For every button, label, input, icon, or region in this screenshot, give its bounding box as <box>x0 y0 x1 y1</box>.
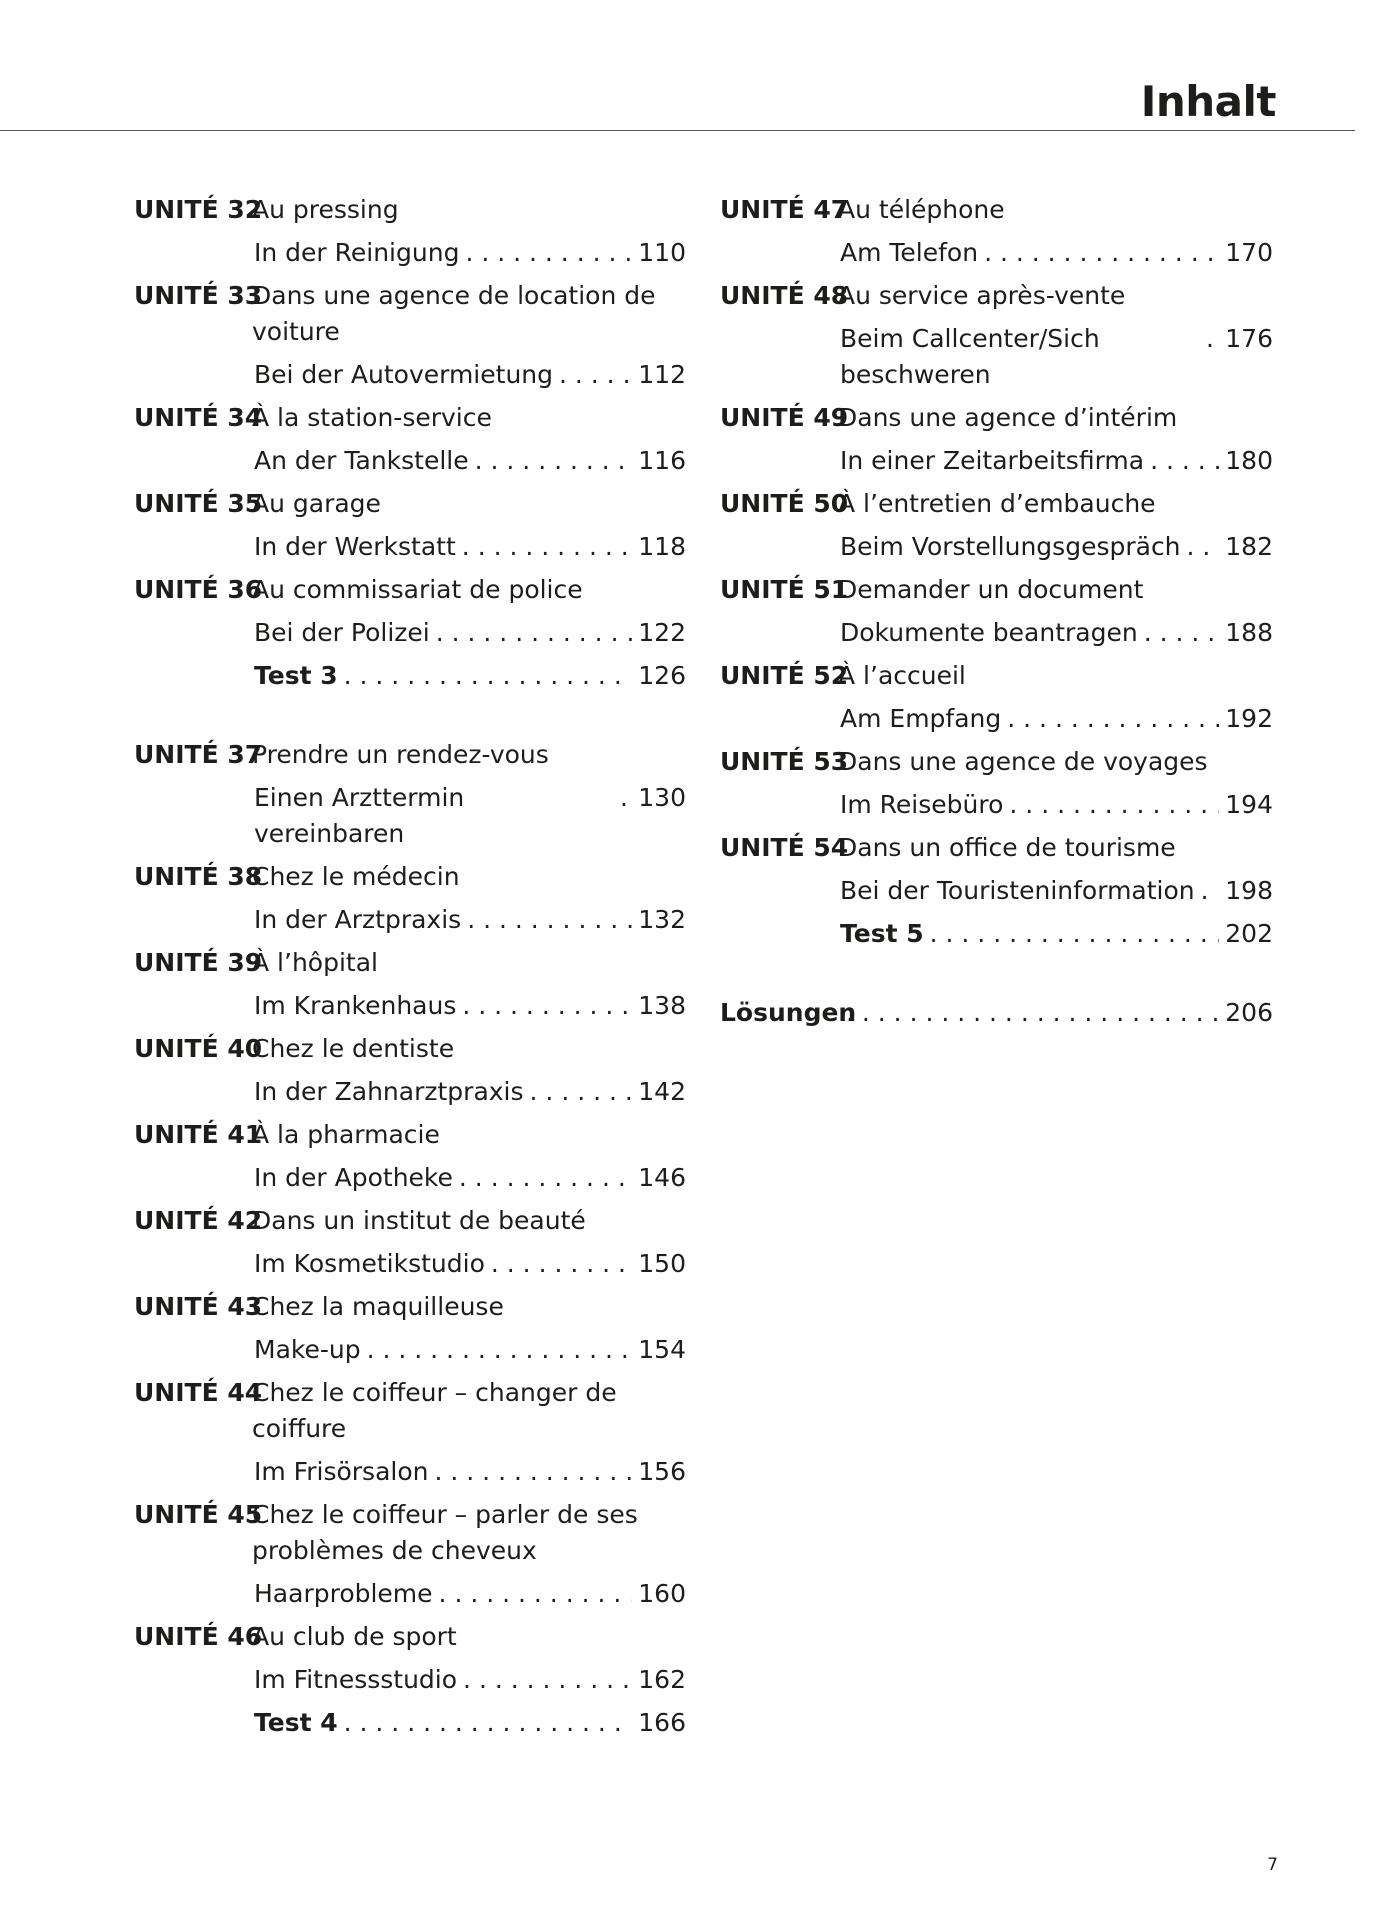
entry-page-number: 188 <box>1225 618 1273 647</box>
unit-title: Dans une agence de location de voiture <box>252 281 656 346</box>
page-number: 7 <box>1267 1855 1278 1875</box>
entry-title: Test 3 <box>254 661 338 690</box>
unit-title: Chez le dentiste <box>252 1034 455 1063</box>
toc-unit-heading <box>134 486 686 522</box>
unit-title: Dans un institut de beauté <box>252 1206 586 1235</box>
entry-page-number: 112 <box>638 360 686 389</box>
toc-unit-heading <box>720 572 1273 608</box>
unit-number: UNITÉ 40 <box>134 1034 263 1063</box>
toc-entry[interactable] <box>254 988 686 1024</box>
leader-dots <box>1206 321 1219 357</box>
unit-number: UNITÉ 33 <box>134 281 263 310</box>
toc-entry[interactable] <box>254 235 686 271</box>
leader-dots <box>463 1662 632 1698</box>
unit-number: UNITÉ 42 <box>134 1206 263 1235</box>
leader-dots <box>559 357 632 393</box>
unit-title: À l’entretien d’embauche <box>838 489 1156 518</box>
toc-unit-heading <box>134 1375 686 1447</box>
unit-number: UNITÉ 50 <box>720 489 849 518</box>
entry-page-number: 138 <box>638 991 686 1020</box>
entry-page-number: 122 <box>638 618 686 647</box>
entry-page-number: 116 <box>638 446 686 475</box>
toc-entry[interactable] <box>254 615 686 651</box>
leader-dots <box>475 443 633 479</box>
unit-number: UNITÉ 49 <box>720 403 849 432</box>
toc-unit-heading <box>134 278 686 350</box>
entry-title: Test 5 <box>840 919 924 948</box>
entry-title: Einen Arzttermin vereinbaren <box>254 783 465 848</box>
entry-title: Dokumente beantragen <box>840 618 1138 647</box>
leader-dots <box>367 1332 633 1368</box>
entry-page-number: 176 <box>1225 324 1273 353</box>
unit-number: UNITÉ 48 <box>720 281 849 310</box>
entry-title: Am Empfang <box>840 704 1002 733</box>
toc-entry[interactable] <box>840 701 1273 737</box>
entry-title: Bei der Polizei <box>254 618 430 647</box>
toc-unit-heading <box>720 192 1273 228</box>
toc-unit-heading <box>720 830 1273 866</box>
toc-unit-heading <box>134 859 686 895</box>
toc-unit-heading <box>134 1619 686 1655</box>
unit-number: UNITÉ 45 <box>134 1500 263 1529</box>
entry-page-number: 110 <box>638 238 686 267</box>
unit-number: UNITÉ 38 <box>134 862 263 891</box>
toc-right-column <box>720 192 1273 1031</box>
entry-title: Im Krankenhaus <box>254 991 457 1020</box>
entry-title: Bei der Autovermietung <box>254 360 553 389</box>
toc-entry[interactable] <box>840 529 1273 565</box>
toc-unit-heading <box>134 400 686 436</box>
unit-title: Au service après-vente <box>838 281 1126 310</box>
toc-unit-heading <box>134 1117 686 1153</box>
unit-title: Au pressing <box>252 195 399 224</box>
leader-dots <box>491 1246 632 1282</box>
leader-dots <box>1009 787 1219 823</box>
toc-left-column <box>134 192 686 1741</box>
unit-number: UNITÉ 51 <box>720 575 849 604</box>
unit-title: Au club de sport <box>252 1622 457 1651</box>
toc-unit-heading <box>134 192 686 228</box>
unit-number: UNITÉ 41 <box>134 1120 263 1149</box>
toc-entry[interactable] <box>254 658 686 694</box>
entry-title: An der Tankstelle <box>254 446 469 475</box>
toc-entry[interactable] <box>254 1576 686 1612</box>
solutions-label: Lösungen <box>720 998 857 1027</box>
toc-solutions-entry[interactable] <box>720 995 1273 1031</box>
toc-entry[interactable] <box>254 1662 686 1698</box>
solutions-page: 206 <box>1225 998 1273 1027</box>
unit-number: UNITÉ 52 <box>720 661 849 690</box>
toc-entry[interactable] <box>840 321 1273 393</box>
toc-entry[interactable] <box>840 873 1273 909</box>
toc-entry[interactable] <box>254 1074 686 1110</box>
entry-page-number: 118 <box>638 532 686 561</box>
toc-unit-heading <box>134 1031 686 1067</box>
entry-title: In der Zahnarztpraxis <box>254 1077 524 1106</box>
toc-entry[interactable] <box>254 1332 686 1368</box>
toc-entry[interactable] <box>254 1246 686 1282</box>
entry-page-number: 160 <box>638 1579 686 1608</box>
unit-number: UNITÉ 39 <box>134 948 263 977</box>
leader-dots <box>1150 443 1219 479</box>
toc-entry[interactable] <box>254 443 686 479</box>
unit-title: Au garage <box>252 489 381 518</box>
unit-title: Au commissariat de police <box>252 575 583 604</box>
unit-number: UNITÉ 47 <box>720 195 849 224</box>
toc-unit-heading <box>720 658 1273 694</box>
entry-page-number: 166 <box>638 1708 686 1737</box>
toc-unit-heading <box>720 278 1273 314</box>
toc-entry[interactable] <box>254 357 686 393</box>
unit-number: UNITÉ 43 <box>134 1292 263 1321</box>
toc-entry[interactable] <box>254 1454 686 1490</box>
leader-dots <box>439 1576 633 1612</box>
toc-entry[interactable] <box>840 443 1273 479</box>
unit-title: Demander un document <box>838 575 1144 604</box>
leader-dots <box>436 615 633 651</box>
leader-dots <box>459 1160 632 1196</box>
toc-entry[interactable] <box>840 615 1273 651</box>
unit-title: À l’hôpital <box>252 948 378 977</box>
toc-unit-heading <box>134 1203 686 1239</box>
leader-dots <box>984 235 1219 271</box>
entry-page-number: 126 <box>638 661 686 690</box>
leader-dots <box>465 235 632 271</box>
unit-number: UNITÉ 44 <box>134 1378 263 1407</box>
unit-title: Chez le coiffeur – changer de coiffure <box>252 1378 617 1443</box>
entry-page-number: 192 <box>1225 704 1273 733</box>
toc-unit-heading <box>134 1289 686 1325</box>
unit-title: À l’accueil <box>838 661 966 690</box>
leader-dots <box>344 1705 633 1741</box>
toc-unit-heading <box>720 744 1273 780</box>
entry-page-number: 170 <box>1225 238 1273 267</box>
entry-page-number: 156 <box>638 1457 686 1486</box>
entry-title: Im Fitnessstudio <box>254 1665 458 1694</box>
toc-unit-heading <box>134 1497 686 1569</box>
leader-dots <box>467 902 632 938</box>
unit-number: UNITÉ 46 <box>134 1622 263 1651</box>
page-title: Inhalt <box>1140 77 1276 126</box>
leader-dots <box>530 1074 633 1110</box>
unit-number: UNITÉ 35 <box>134 489 263 518</box>
toc-unit-heading <box>720 400 1273 436</box>
unit-title: Dans un office de tourisme <box>838 833 1176 862</box>
entry-title: Make-up <box>254 1335 361 1364</box>
entry-title: Bei der Touristeninformation <box>840 876 1195 905</box>
leader-dots <box>846 995 1219 1031</box>
toc-entry[interactable] <box>254 1705 686 1741</box>
unit-number: UNITÉ 54 <box>720 833 849 862</box>
toc-entry[interactable] <box>254 529 686 565</box>
entry-title: Im Reisebüro <box>840 790 1004 819</box>
leader-dots <box>930 916 1220 952</box>
toc-unit-heading <box>720 486 1273 522</box>
unit-title: Dans une agence de voyages <box>838 747 1208 776</box>
unit-title: Chez le coiffeur – parler de ses problèmes de cheveux <box>252 1500 638 1565</box>
entry-title: In einer Zeitarbeitsfirma <box>840 446 1145 475</box>
entry-page-number: 202 <box>1225 919 1273 948</box>
toc-entry[interactable] <box>840 235 1273 271</box>
unit-title: Chez le médecin <box>252 862 460 891</box>
toc-entry[interactable] <box>840 916 1273 952</box>
entry-page-number: 180 <box>1225 446 1273 475</box>
entry-page-number: 132 <box>638 905 686 934</box>
entry-title: In der Reinigung <box>254 238 460 267</box>
entry-page-number: 194 <box>1225 790 1273 819</box>
entry-page-number: 182 <box>1225 532 1273 561</box>
unit-number: UNITÉ 36 <box>134 575 263 604</box>
unit-number: UNITÉ 53 <box>720 747 849 776</box>
entry-page-number: 154 <box>638 1335 686 1364</box>
unit-title: Dans une agence d’intérim <box>838 403 1178 432</box>
toc-unit-heading <box>134 737 686 773</box>
toc-entry[interactable] <box>254 780 686 852</box>
entry-page-number: 146 <box>638 1163 686 1192</box>
entry-page-number: 162 <box>638 1665 686 1694</box>
entry-title: In der Arztpraxis <box>254 905 462 934</box>
entry-page-number: 130 <box>638 783 686 812</box>
toc-unit-heading <box>134 572 686 608</box>
unit-number: UNITÉ 37 <box>134 740 263 769</box>
leader-dots <box>620 780 632 816</box>
toc-right-units <box>720 192 1273 952</box>
entry-title: Beim Vorstellungsgespräch <box>840 532 1181 561</box>
unit-title: À la pharmacie <box>252 1120 440 1149</box>
unit-title: Chez la maquilleuse <box>252 1292 504 1321</box>
entry-title: Haarprobleme <box>254 1579 433 1608</box>
entry-page-number: 198 <box>1225 876 1273 905</box>
leader-dots <box>462 529 632 565</box>
entry-title: Beim Callcenter/Sich beschweren <box>840 324 1100 389</box>
toc-entry[interactable] <box>254 902 686 938</box>
entry-title: Test 4 <box>254 1708 338 1737</box>
leader-dots <box>435 1454 633 1490</box>
leader-dots <box>1187 529 1220 565</box>
entry-page-number: 150 <box>638 1249 686 1278</box>
unit-number: UNITÉ 34 <box>134 403 263 432</box>
unit-title: Prendre un rendez-vous <box>252 740 549 769</box>
entry-page-number: 142 <box>638 1077 686 1106</box>
entry-title: Im Frisörsalon <box>254 1457 429 1486</box>
toc-unit-heading <box>134 945 686 981</box>
unit-title: Au téléphone <box>838 195 1005 224</box>
section-gap <box>134 694 686 730</box>
entry-title: In der Werkstatt <box>254 532 456 561</box>
leader-dots <box>1007 701 1219 737</box>
toc-entry[interactable] <box>254 1160 686 1196</box>
unit-title: À la station-service <box>252 403 492 432</box>
entry-title: In der Apotheke <box>254 1163 453 1192</box>
leader-dots <box>1144 615 1220 651</box>
leader-dots <box>1201 873 1220 909</box>
leader-dots <box>462 988 632 1024</box>
entry-title: Im Kosmetikstudio <box>254 1249 485 1278</box>
toc-entry[interactable] <box>840 787 1273 823</box>
header-divider <box>0 130 1355 131</box>
entry-title: Am Telefon <box>840 238 979 267</box>
unit-number: UNITÉ 32 <box>134 195 263 224</box>
leader-dots <box>344 658 633 694</box>
